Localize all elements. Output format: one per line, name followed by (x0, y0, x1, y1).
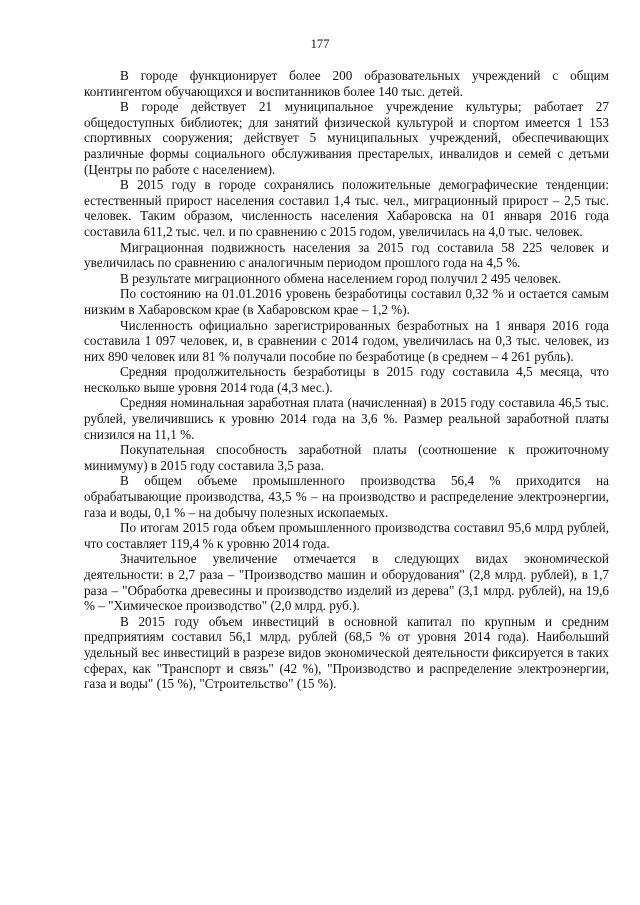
page-number: 177 (310, 37, 330, 51)
paragraph-migration-exchange: В результате миграционного обмена населением город получил 2 495 человек. (120, 270, 562, 286)
paragraph-culture: В городе действует 21 муниципальное учреждение культуры; работает 27 общедоступных библиотек; для занятий физической культурой и спортом имеется 1 153 спортивных сооружения; действует 5 муниципальных учреждений, обеспечивающих различные формы социального обслуживания престарелых, инвалидов и семей с детьми (Центры по работе с населением). (84, 99, 609, 177)
document-body (84, 68, 609, 692)
paragraph-industry-volume: По итогам 2015 года объем промышленного производства составил 95,6 млрд рублей, что составляет 119,4 % к уровню 2014 года. (84, 520, 609, 551)
paragraph-investments: В 2015 году объем инвестиций в основной капитал по крупным и средним предприятиям составил 56,1 млрд. рублей (68,5 % от уровня 2014 года). Наибольший удельный вес инвестиций в разрезе видов экономической деятельности фиксируется в таких сферах, как "Транспорт и связь" (42 %), "Производство и распределение электроэнергии, газа и воды" (15 %), "Строительство" (15 %). (84, 613, 609, 692)
paragraph-industry-structure: В общем объеме промышленного производства 56,4 % приходится на обрабатывающие производства, 43,5 % – на производство и распределение электроэнергии, газа и воды, 0,1 % – на добычу полезных ископаемых. (84, 473, 609, 520)
paragraph-average-wage: Средняя номинальная заработная плата (начисленная) в 2015 году составила 46,5 тыс. рублей, увеличившись к уровню 2014 года на 3,6 %. Размер реальной заработной платы снизился на 11,1 %. (84, 395, 609, 442)
paragraph-unemployment-rate: По состоянию на 01.01.2016 уровень безработицы составил 0,32 % и остается самым низким в Хабаровском крае (в Хабаровском крае – 1,2 %). (84, 286, 609, 317)
paragraph-industry-growth: Значительное увеличение отмечается в следующих видах экономической деятельности: в 2,7 раза – "Производство машин и оборудования" (2,8 млрд. рублей), в 1,7 раза – "Обработка древесины и производство изделий из дерева" (3,1 млрд. рублей), на 19,6 % – "Химическое производство" (2,0 млрд. руб.). (84, 551, 609, 614)
paragraph-education: В городе функционирует более 200 образовательных учреждений с общим контингентом обучающихся и воспитанников более 140 тыс. детей. (84, 68, 609, 99)
paragraph-registered-unemployed: Численность официально зарегистрированных безработных на 1 января 2016 года составила 1 097 человек, и, в сравнении с 2014 годом, увеличилась на 0,3 тыс. человек, из них 890 человек или 81 % получали пособие по безработице (в среднем – 4 261 рубль). (84, 317, 609, 364)
paragraph-migration-mobility: Миграционная подвижность населения за 2015 год составила 58 225 человек и увеличилась по сравнению с аналогичным периодом прошлого года на 4,5 %. (84, 239, 609, 271)
paragraph-purchasing-power: Покупательная способность заработной платы (соотношение к прожиточному минимуму) в 2015 году составила 3,5 раза. (84, 442, 609, 473)
paragraph-unemployment-duration: Средняя продолжительность безработицы в 2015 году составила 4,5 месяца, что несколько выше уровня 2014 года (4,3 мес.). (84, 364, 609, 395)
paragraph-demography: В 2015 году в городе сохранялись положительные демографические тенденции: естественный прирост населения составил 1,4 тыс. чел., миграционный прирост – 2,5 тыс. человек. Таким образом, численность населения Хабаровска на 01 января 2016 года составила 611,2 тыс. чел. и по сравнению с 2015 годом, увеличилась на 4,0 тыс. человек. (84, 177, 609, 239)
